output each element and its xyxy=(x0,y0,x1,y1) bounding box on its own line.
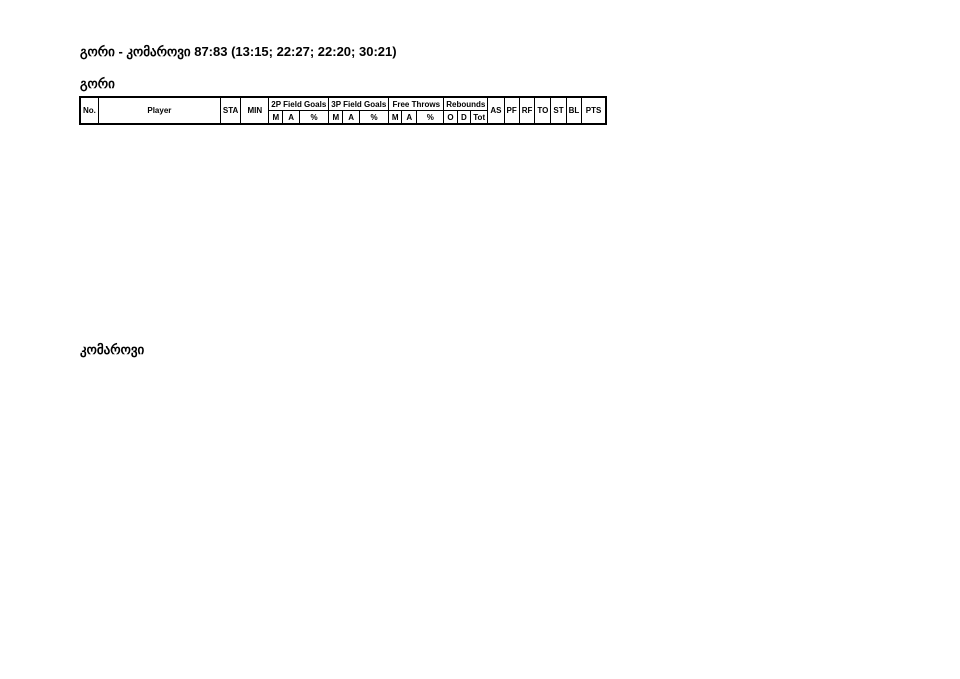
header-sta: STA xyxy=(220,97,240,124)
team-name-home: გორი xyxy=(80,76,115,91)
subheader-tot: Tot xyxy=(471,111,488,125)
subheader-pct: % xyxy=(417,111,444,125)
team-name-away: კომაროვი xyxy=(80,342,145,357)
header-2p-field-goals: 2P Field Goals xyxy=(269,97,329,111)
header-3p-field-goals: 3P Field Goals xyxy=(329,97,389,111)
subheader-a: A xyxy=(283,111,299,125)
header-pts: PTS xyxy=(582,97,606,124)
header-rebounds: Rebounds xyxy=(444,97,488,111)
subheader-pct: % xyxy=(299,111,328,125)
subheader-m: M xyxy=(389,111,402,125)
header-rf: RF xyxy=(519,97,535,124)
header-min: MIN xyxy=(241,97,269,124)
subheader-a: A xyxy=(343,111,359,125)
header-pf: PF xyxy=(504,97,519,124)
subheader-o: O xyxy=(444,111,457,125)
subheader-m: M xyxy=(269,111,283,125)
header-player: Player xyxy=(98,97,220,124)
header-st: ST xyxy=(551,97,566,124)
header-bl: BL xyxy=(566,97,582,124)
subheader-a: A xyxy=(402,111,417,125)
subheader-pct: % xyxy=(359,111,388,125)
game-title: გორი - კომაროვი 87:83 (13:15; 22:27; 22:20; 30:21) xyxy=(80,44,397,59)
subheader-d: D xyxy=(457,111,470,125)
header-as: AS xyxy=(488,97,504,124)
subheader-m: M xyxy=(329,111,343,125)
header-no: No. xyxy=(80,97,98,124)
header-to: TO xyxy=(535,97,551,124)
header-row xyxy=(80,97,606,111)
box-score-table-home xyxy=(79,96,607,125)
header-free-throws: Free Throws xyxy=(389,97,444,111)
